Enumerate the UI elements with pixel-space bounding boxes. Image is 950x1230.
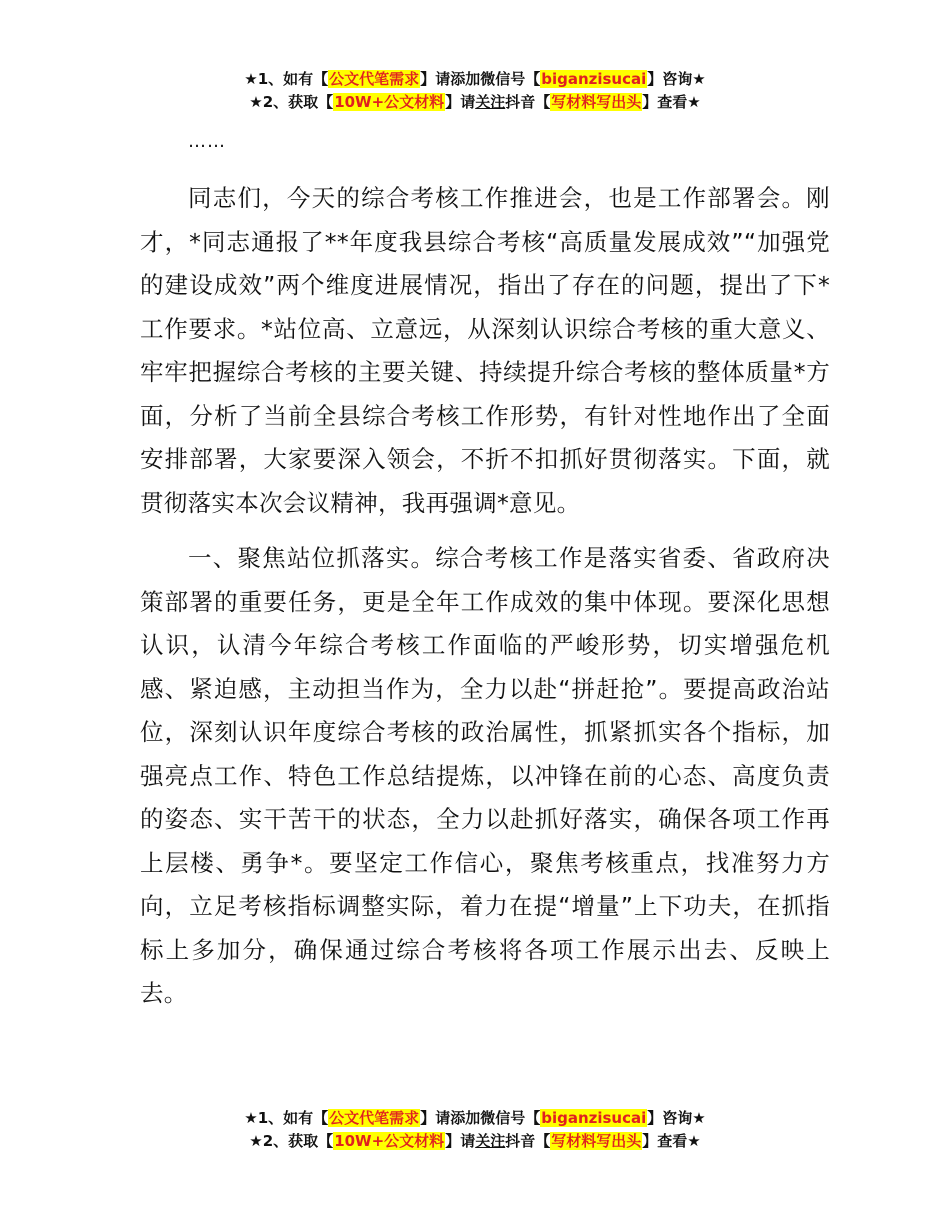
header-line1-text-b: 】请添加微信号【: [420, 70, 541, 88]
header-underlined-follow: 关注: [475, 93, 506, 111]
footer-line1-text-c: 】咨询★: [647, 1109, 706, 1127]
footer-line1-text-a: ★1、如有【: [244, 1109, 329, 1127]
header-line1-text-c: 】咨询★: [647, 70, 706, 88]
header-banner-line-2: [0, 91, 950, 114]
footer-line2-text-a: ★2、获取【: [249, 1132, 334, 1150]
header-line2-text-c: 抖音【: [505, 93, 551, 111]
document-paragraph-opening: 同志们，今天的综合考核工作推进会，也是工作部署会。刚才，*同志通报了**年度我县综合考核“高质量发展成效”“加强党的建设成效”两个维度进展情况，指出了存在的问题，提出了下*工作要求。*站位高、立意远，从深刻认识综合考核的重大意义、牢牢把握综合考核的主要关键、持续提升综合考核的整体质量*方面，分析了当前全县综合考核工作形势，有针对性地作出了全面安排部署，大家要深入领会，不折不扣抓好贯彻落实。下面，就贯彻落实本次会议精神，我再强调*意见。: [140, 184, 830, 517]
footer-line2-text-b: 】请: [445, 1132, 476, 1150]
header-line1-text-a: ★1、如有【: [244, 70, 329, 88]
header-line2-text-d: 】查看★: [642, 93, 701, 111]
footer-banner-line-2: [0, 1130, 950, 1153]
document-body: [140, 124, 830, 1016]
footer-underlined-follow: 关注: [475, 1132, 506, 1150]
header-line2-text-a: ★2、获取【: [249, 93, 334, 111]
footer-banner: [0, 1107, 950, 1153]
document-ellipsis: ……: [188, 131, 226, 152]
header-banner-line-1: [0, 68, 950, 91]
footer-highlight-douyin-account: 写材料写出头: [551, 1132, 642, 1150]
header-highlight-materials: 10W+公文材料: [334, 93, 445, 111]
header-line2-text-b: 】请: [445, 93, 476, 111]
footer-banner-line-1: [0, 1107, 950, 1130]
header-highlight-douyin-account: 写材料写出头: [551, 93, 642, 111]
header-banner: [0, 68, 950, 114]
document-paragraph-section-one: 一、聚焦站位抓落实。综合考核工作是落实省委、省政府决策部署的重要任务，更是全年工作成效的集中体现。要深化思想认识，认清今年综合考核工作面临的严峻形势，切实增强危机感、紧迫感，主动担当作为，全力以赴“拼赶抢”。要提高政治站位，深刻认识年度综合考核的政治属性，抓紧抓实各个指标，加强亮点工作、特色工作总结提炼，以冲锋在前的心态、高度负责的姿态、实干苦干的状态，全力以赴抓好落实，确保各项工作再上层楼、勇争*。要坚定工作信心，聚焦考核重点，找准努力方向，立足考核指标调整实际，着力在提“增量”上下功夫，在抓指标上多加分，确保通过综合考核将各项工作展示出去、反映上去。: [140, 544, 830, 1007]
footer-highlight-materials: 10W+公文材料: [334, 1132, 445, 1150]
footer-highlight-wechat-id: biganzisucai: [541, 1109, 647, 1127]
header-highlight-wechat-id: biganzisucai: [541, 70, 647, 88]
footer-line1-text-b: 】请添加微信号【: [420, 1109, 541, 1127]
footer-line2-text-d: 】查看★: [642, 1132, 701, 1150]
footer-line2-text-c: 抖音【: [505, 1132, 551, 1150]
header-highlight-ghostwriting: 公文代笔需求: [329, 70, 420, 88]
footer-highlight-ghostwriting: 公文代笔需求: [329, 1109, 420, 1127]
